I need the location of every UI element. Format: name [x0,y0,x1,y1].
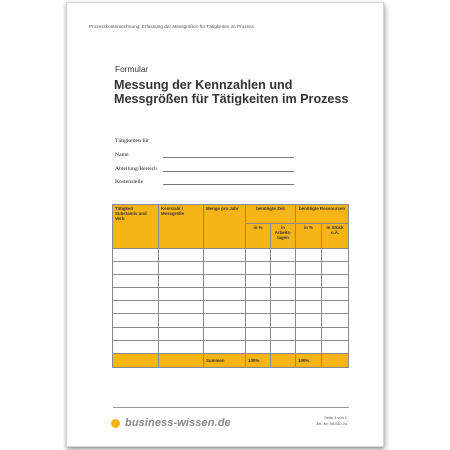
table-cell[interactable] [204,249,246,262]
page-number: Seite 1 von 1 [324,415,347,420]
table-cell[interactable] [204,288,246,301]
table-cell[interactable] [204,301,246,314]
table-cell[interactable] [159,275,204,288]
running-head: Prozesskostenrechnung: Erfassung der Messgrößen für Tätigkeiten im Prozess [89,24,254,29]
table-cell[interactable] [296,340,322,353]
document-title: Messung der Kennzahlen und Messgrößen für Tätigkeiten im Prozess [114,78,349,107]
table-cell[interactable] [271,314,296,327]
table-cell[interactable] [296,314,322,327]
table-cell[interactable] [159,314,204,327]
table-cell[interactable] [113,340,159,353]
table-cell[interactable] [296,288,322,301]
table-cell[interactable] [204,327,246,340]
table-cell[interactable] [322,249,349,262]
table-cell[interactable] [296,301,322,314]
table-row [113,249,349,262]
summary-label: Summen [204,353,246,367]
table-cell[interactable] [113,288,159,301]
col-header-metric: Kennzahl / Messgröße [159,205,204,249]
table-cell[interactable] [113,301,159,314]
summary-cell [271,353,296,367]
table-cell[interactable] [113,327,159,340]
table-row [113,314,349,327]
summary-time-percent: 100% [246,353,271,367]
table-cell[interactable] [271,327,296,340]
table-cell[interactable] [246,288,271,301]
field-cost-center [115,179,149,193]
table-cell[interactable] [322,288,349,301]
table-cell[interactable] [159,249,204,262]
summary-resource-percent: 100% [296,353,322,367]
field-name-line [163,157,294,158]
table-cell[interactable] [246,314,271,327]
table-cell[interactable] [322,314,349,327]
table-cell[interactable] [246,262,271,275]
table-row [113,275,349,288]
col-group-resources: benötigte Ressourcen [296,205,349,224]
col-header-quantity: Menge pro Jahr [204,205,246,249]
table-row [113,327,349,340]
table-cell[interactable] [246,301,271,314]
table-cell[interactable] [204,340,246,353]
col-header-time-days: in Arbeits-tagen [271,224,296,249]
col-header-activity: Tätigkeit Substantiv und Verb [113,205,159,249]
article-number: Art.-Nr. 98.040.04 [316,420,347,426]
table-cell[interactable] [159,301,204,314]
table-cell[interactable] [246,275,271,288]
field-department-line [163,171,294,172]
table-cell[interactable] [204,314,246,327]
table-cell[interactable] [113,314,159,327]
table-cell[interactable] [246,249,271,262]
table-cell[interactable] [204,262,246,275]
col-header-resource-percent: in % [296,224,322,249]
table-cell[interactable] [271,340,296,353]
table-cell[interactable] [113,275,159,288]
table-cell[interactable] [246,340,271,353]
header-fields [115,138,158,193]
table-cell[interactable] [322,327,349,340]
table-row [113,288,349,301]
table-cell[interactable] [322,262,349,275]
fields-intro: Tätigkeiten für [115,138,149,144]
summary-cell [159,353,204,367]
field-name [115,152,149,166]
footer-meta [292,415,347,426]
form-label: Formular [115,64,149,74]
document-page [66,2,384,447]
measurement-table [112,204,349,368]
field-cost-center-label: Kostenstelle [115,179,144,185]
table-cell[interactable] [159,327,204,340]
col-header-resource-units: in Stück o.Ä. [322,224,349,249]
table-cell[interactable] [296,327,322,340]
col-header-time-percent: in % [246,224,271,249]
table-cell[interactable] [159,288,204,301]
table-body [113,249,349,354]
table-cell[interactable] [204,275,246,288]
table-row [113,340,349,353]
brand-dot-icon [111,419,120,428]
field-name-label: Name [115,152,129,158]
col-group-time: benötigte Zeit [246,205,296,224]
table-cell[interactable] [322,275,349,288]
brand-name: business-wissen.de [125,417,231,429]
footer-divider [113,407,349,408]
brand-logo [111,417,231,429]
summary-cell [322,353,349,367]
table-cell[interactable] [159,340,204,353]
field-department-label: Abteilung/Bereich [115,165,158,172]
table-cell[interactable] [296,275,322,288]
table-cell[interactable] [296,262,322,275]
table-cell[interactable] [296,249,322,262]
table-cell[interactable] [246,327,271,340]
table-row [113,301,349,314]
table-cell[interactable] [159,262,204,275]
table-cell[interactable] [113,249,159,262]
table-cell[interactable] [271,275,296,288]
table-cell[interactable] [271,262,296,275]
table-row [113,262,349,275]
table-cell[interactable] [271,249,296,262]
field-cost-center-line [163,184,294,185]
table-cell[interactable] [322,301,349,314]
table-cell[interactable] [322,340,349,353]
field-department [115,165,158,180]
table-cell[interactable] [113,262,159,275]
table-cell[interactable] [271,288,296,301]
summary-cell [113,353,159,367]
summary-row [113,353,349,367]
table-cell[interactable] [271,301,296,314]
